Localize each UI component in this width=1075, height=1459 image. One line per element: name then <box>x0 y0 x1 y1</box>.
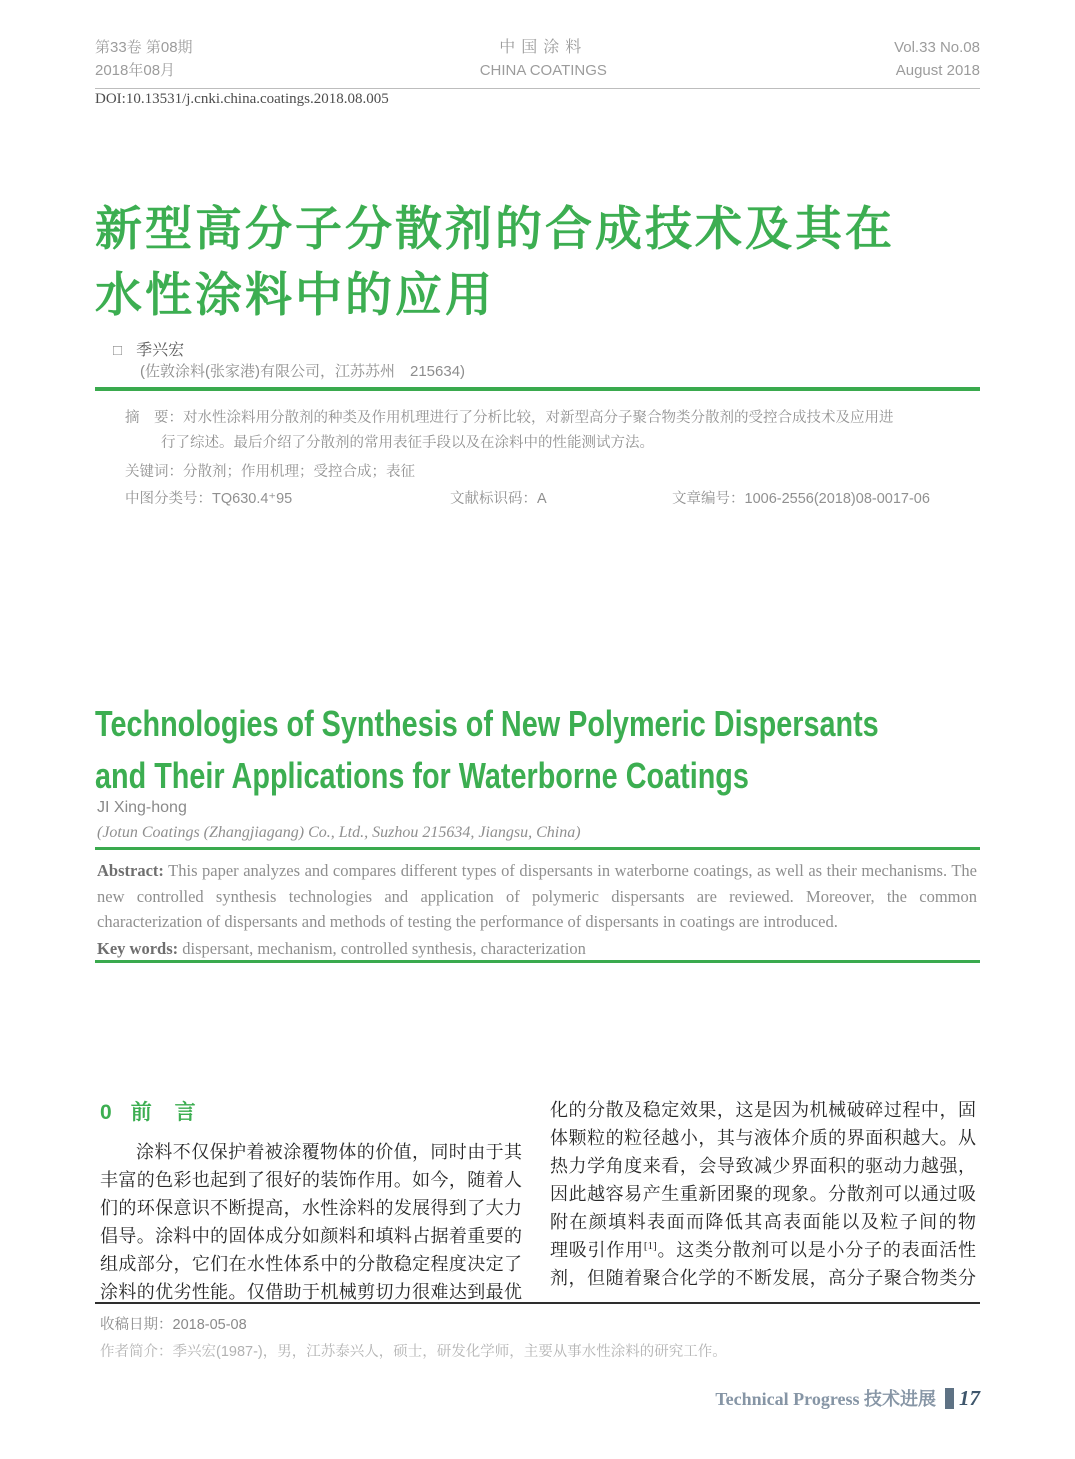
body-text-line: 倡导。涂料中的固体成分如颜料和填料占据着重要的 <box>100 1226 522 1246</box>
article-title-en-line1: Technologies of Synthesis of New Polymeric Dispersants <box>95 703 879 744</box>
body-text-line: 涂料的优劣性能。仅借助于机械剪切力很难达到最优 <box>100 1282 522 1302</box>
keywords-en-line <box>97 936 977 962</box>
keywords-en-text: dispersant, mechanism, controlled synthesis, characterization <box>178 938 586 958</box>
article-title-cn <box>95 196 995 328</box>
citation-marker: [1] <box>643 1240 657 1252</box>
abstract-cn-line1: 摘 要：对水性涂料用分散剂的种类及作用机理进行了分析比较，对新型高分子聚合物类分散剂的受控合成技术及应用进 <box>125 410 894 426</box>
green-rule-top <box>95 387 980 391</box>
received-date: 收稿日期：2018-05-08 <box>100 1317 247 1333</box>
volume-issue-en: Vol.33 No.08 <box>894 39 980 56</box>
section-number: 0 <box>100 1101 113 1124</box>
body-text-line: 化的分散及稳定效果，这是因为机械破碎过程中，固 <box>550 1100 976 1120</box>
author-marker-icon: □ <box>113 342 123 359</box>
body-text-line: 热力学角度来看，会导致减少界面积的驱动力越强， <box>550 1156 976 1176</box>
body-text-line: 们的环保意识不断提高，水性涂料的发展得到了大力 <box>100 1198 522 1218</box>
document-code: 文献标识码：A <box>450 491 547 507</box>
footer-section-cn: 技术进展 <box>864 1389 936 1409</box>
author-name-en: JI Xing-hong <box>97 799 187 816</box>
footnote-divider <box>95 1302 980 1304</box>
footnotes-block <box>100 1312 980 1366</box>
article-id: 文章编号：1006-2556(2018)08-0017-06 <box>672 491 930 507</box>
keywords-en-label: Key words: <box>97 938 179 958</box>
body-text-line: 丰富的色彩也起到了很好的装饰作用。如今，随着人 <box>100 1170 522 1190</box>
abstract-cn-block <box>125 406 970 485</box>
footer-bar-icon <box>945 1388 954 1409</box>
affiliation-en: (Jotun Coatings (Zhangjiagang) Co., Ltd., Suzhou 215634, Jiangsu, China) <box>97 824 581 841</box>
article-title-en <box>95 698 975 802</box>
body-text-line: 组成部分，它们在水性体系中的分散稳定程度决定了 <box>100 1254 522 1274</box>
body-column-right <box>550 1096 976 1292</box>
body-column-left <box>100 1096 522 1306</box>
article-title-en-line2: and Their Applications for Waterborne Coatings <box>95 755 749 796</box>
affiliation-cn: (佐敦涂料(张家港)有限公司，江苏苏州 215634) <box>140 363 466 380</box>
abstract-en-block <box>97 858 977 961</box>
body-text-line: 涂料不仅保护着被涂覆物体的价值，同时由于其 <box>136 1142 522 1162</box>
doi-line: DOI:10.13531/j.cnki.china.coatings.2018.08.005 <box>95 91 389 107</box>
body-text-line-with-ref <box>550 1236 976 1264</box>
journal-header <box>95 36 980 82</box>
abstract-cn-line2: 行了综述。最后介绍了分散剂的常用表征手段以及在涂料中的性能测试方法。 <box>161 435 654 451</box>
green-rule-abstract-bottom <box>95 960 980 963</box>
author-bio: 作者简介：季兴宏(1987-)，男，江苏泰兴人，硕士，研发化学师，主要从事水性涂料的研究工作。 <box>100 1344 727 1360</box>
clc-number: 中图分类号：TQ630.4⁺95 <box>125 491 293 507</box>
header-vol-block <box>894 36 980 82</box>
body-text-line: 剂，但随着聚合化学的不断发展，高分子聚合物类分 <box>550 1268 976 1288</box>
journal-name-en: CHINA COATINGS <box>479 62 607 79</box>
header-journal-block <box>480 36 607 82</box>
journal-name-cn: 中国涂料 <box>499 39 588 56</box>
abstract-en-paragraph <box>97 858 977 935</box>
article-title-cn-line1: 新型高分子分散剂的合成技术及其在 <box>95 202 895 255</box>
header-issue-block <box>95 36 193 82</box>
footer-section-en: Technical Progress <box>715 1389 860 1409</box>
body-text-line: 附在颜填料表面而降低其高表面能以及粒子间的物 <box>550 1212 976 1232</box>
ref-line-pre: 理吸引作用 <box>550 1240 644 1260</box>
green-rule-abstract-top <box>95 847 980 850</box>
article-title-cn-line2: 水性涂料中的应用 <box>95 268 495 321</box>
volume-issue-cn: 第33卷 第08期 <box>95 39 193 56</box>
body-text-line: 体颗粒的粒径越小，其与液体介质的界面积越大。从 <box>550 1128 976 1148</box>
date-cn: 2018年08月 <box>95 62 176 79</box>
abstract-en-text: This paper analyzes and compares different types of dispersants in waterborne coatings, as well as their mechanisms. The new controlled synthesis technologies and application of polymeric dispersants are reviewed. Moreover, the common characterization of dispersants and methods of testing the performance of dispersants in coatings are introduced. <box>97 861 977 931</box>
author-name-cn: 季兴宏 <box>136 342 185 359</box>
classification-row <box>125 487 980 508</box>
abstract-en-label: Abstract: <box>97 861 164 880</box>
page-number: 17 <box>959 1386 980 1410</box>
header-divider <box>95 88 980 89</box>
ref-line-post: 。这类分散剂可以是小分子的表面活性 <box>656 1240 977 1260</box>
keywords-cn: 关键词：分散剂；作用机理；受控合成；表征 <box>125 464 415 480</box>
date-en: August 2018 <box>895 62 980 79</box>
page-footer <box>95 1385 980 1411</box>
section-heading <box>100 1096 522 1126</box>
body-text-line: 因此越容易产生重新团聚的现象。分散剂可以通过吸 <box>550 1184 976 1204</box>
author-line-cn <box>113 337 184 360</box>
section-title: 前 言 <box>130 1101 197 1124</box>
